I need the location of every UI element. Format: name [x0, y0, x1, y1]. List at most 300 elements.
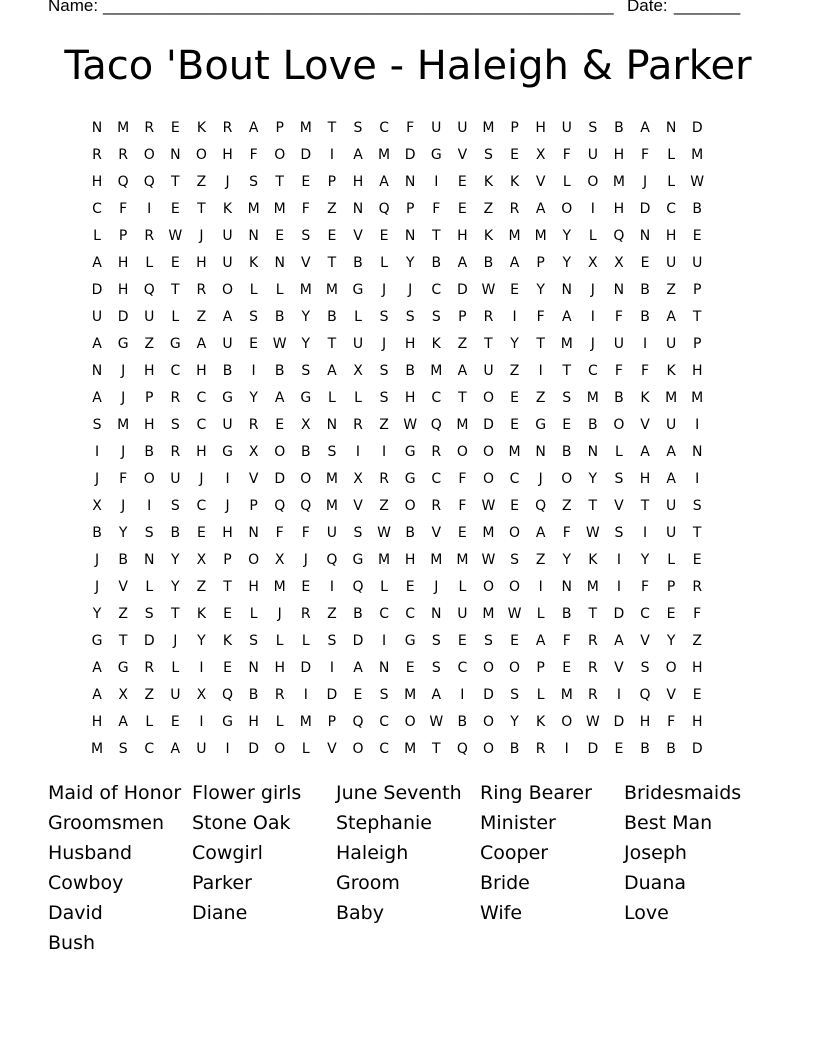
- grid-letter: B: [561, 443, 572, 460]
- grid-letter: C: [170, 362, 181, 379]
- grid-letter: T: [197, 200, 206, 217]
- grid-letter: C: [587, 362, 598, 379]
- grid-letter: S: [379, 362, 389, 379]
- grid-row: [84, 276, 710, 303]
- grid-letter: I: [512, 308, 517, 325]
- grid-letter: U: [222, 416, 233, 433]
- grid-letter: F: [640, 362, 650, 379]
- grid-letter: P: [536, 254, 545, 271]
- grid-letter: N: [404, 173, 416, 190]
- grid-letter: O: [195, 146, 207, 163]
- word-list-item: Cowgirl: [192, 842, 263, 864]
- grid-letter: S: [405, 308, 415, 325]
- grid-letter: G: [117, 659, 129, 676]
- grid-letter: Q: [613, 227, 625, 244]
- grid-letter: T: [692, 308, 702, 325]
- grid-letter: T: [171, 173, 180, 190]
- word-list-item: Diane: [192, 902, 248, 924]
- grid-letter: F: [562, 146, 571, 163]
- grid-letter: U: [144, 308, 155, 325]
- grid-letter: E: [353, 686, 363, 703]
- grid-letter: B: [353, 605, 363, 622]
- grid-letter: K: [640, 389, 650, 406]
- grid-letter: B: [405, 524, 415, 541]
- grid-letter: K: [666, 362, 676, 379]
- grid-letter: R: [300, 605, 311, 622]
- grid-letter: J: [303, 551, 308, 568]
- grid-letter: X: [614, 254, 624, 271]
- grid-letter: D: [117, 308, 129, 325]
- grid-letter: I: [225, 740, 230, 757]
- grid-letter: E: [510, 389, 519, 406]
- grid-letter: I: [355, 443, 361, 460]
- grid-letter: F: [667, 713, 676, 730]
- grid-letter: V: [535, 173, 546, 190]
- grid-letter: X: [353, 362, 363, 379]
- grid-letter: W: [377, 524, 391, 541]
- grid-letter: M: [117, 119, 130, 136]
- grid-letter: N: [170, 146, 181, 163]
- grid-letter: Z: [509, 362, 520, 379]
- grid-letter: P: [327, 713, 337, 730]
- grid-letter: I: [590, 200, 595, 217]
- grid-letter: Y: [640, 551, 650, 568]
- grid-letter: E: [275, 227, 285, 244]
- grid-letter: H: [196, 443, 207, 460]
- grid-letter: F: [458, 470, 467, 487]
- grid-letter: C: [196, 389, 207, 406]
- grid-letter: M: [247, 200, 260, 217]
- grid-letter: M: [482, 605, 495, 622]
- grid-letter: W: [272, 335, 287, 352]
- grid-letter: I: [251, 362, 256, 379]
- grid-letter: X: [535, 146, 546, 163]
- grid-letter: J: [225, 497, 230, 514]
- grid-letter: M: [456, 416, 469, 433]
- grid-letter: F: [640, 146, 650, 163]
- word-list-item: Cowboy: [48, 872, 124, 894]
- grid-letter: U: [483, 362, 494, 379]
- grid-letter: O: [482, 713, 494, 730]
- grid-letter: E: [170, 200, 180, 217]
- grid-letter: Z: [379, 497, 389, 514]
- grid-letter: H: [117, 281, 129, 298]
- grid-letter: F: [119, 200, 128, 217]
- word-list-item: Haleigh: [336, 842, 409, 864]
- grid-letter: E: [327, 227, 337, 244]
- grid-letter: Y: [197, 632, 206, 649]
- grid-letter: E: [275, 416, 285, 433]
- grid-letter: N: [431, 605, 442, 622]
- grid-letter: K: [483, 227, 494, 244]
- grid-letter: V: [640, 632, 650, 649]
- grid-letter: V: [666, 686, 676, 703]
- grid-letter: I: [329, 659, 334, 676]
- grid-letter: C: [457, 659, 468, 676]
- grid-letter: U: [665, 497, 677, 514]
- grid-letter: Z: [196, 308, 207, 325]
- grid-letter: O: [561, 470, 573, 487]
- grid-letter: O: [665, 659, 677, 676]
- grid-letter: Z: [535, 389, 546, 406]
- grid-letter: M: [430, 551, 443, 568]
- grid-letter: D: [404, 146, 416, 163]
- grid-letter: G: [430, 146, 442, 163]
- grid-letter: D: [483, 686, 494, 703]
- grid-letter: L: [667, 146, 676, 163]
- grid-letter: K: [222, 632, 233, 649]
- grid-letter: E: [170, 254, 180, 271]
- grid-row: [84, 681, 710, 708]
- grid-letter: L: [327, 389, 336, 406]
- grid-letter: L: [249, 605, 258, 622]
- grid-letter: M: [404, 740, 417, 757]
- grid-letter: J: [590, 281, 595, 298]
- grid-letter: S: [144, 524, 154, 541]
- grid-letter: H: [196, 362, 207, 379]
- grid-letter: H: [639, 470, 651, 487]
- grid-letter: O: [482, 578, 494, 595]
- grid-letter: E: [457, 524, 467, 541]
- grid-letter: T: [327, 335, 337, 352]
- grid-letter: O: [456, 443, 468, 460]
- grid-row: [84, 492, 710, 519]
- grid-letter: D: [326, 686, 338, 703]
- grid-letter: S: [614, 524, 624, 541]
- grid-letter: H: [143, 416, 155, 433]
- grid-letter: S: [353, 119, 363, 136]
- grid-letter: N: [587, 443, 599, 460]
- grid-letter: S: [588, 119, 598, 136]
- grid-letter: M: [586, 578, 599, 595]
- grid-letter: G: [169, 335, 181, 352]
- grid-letter: B: [483, 254, 494, 271]
- grid-letter: C: [144, 740, 155, 757]
- grid-letter: X: [196, 551, 207, 568]
- grid-letter: I: [382, 632, 387, 649]
- grid-letter: E: [666, 605, 676, 622]
- grid-letter: D: [691, 119, 703, 136]
- grid-letter: M: [508, 443, 521, 460]
- grid-letter: E: [170, 119, 180, 136]
- grid-letter: R: [92, 146, 102, 163]
- grid-letter: W: [403, 416, 418, 433]
- grid-letter: Q: [456, 740, 468, 757]
- word-list-item: Bride: [480, 872, 530, 894]
- grid-letter: W: [690, 173, 705, 190]
- grid-letter: T: [327, 254, 337, 271]
- grid-letter: E: [223, 605, 232, 622]
- grid-letter: O: [482, 443, 494, 460]
- grid-letter: Z: [483, 200, 494, 217]
- grid-letter: O: [509, 524, 521, 541]
- grid-letter: A: [379, 173, 389, 190]
- grid-letter: S: [249, 173, 259, 190]
- grid-letter: V: [353, 497, 363, 514]
- grid-letter: R: [431, 497, 442, 514]
- grid-letter: J: [277, 605, 282, 622]
- grid-letter: F: [406, 119, 415, 136]
- grid-letter: A: [353, 146, 363, 163]
- grid-letter: F: [562, 524, 571, 541]
- grid-letter: Z: [196, 578, 207, 595]
- grid-letter: Y: [171, 578, 180, 595]
- word-list-item: Bush: [48, 932, 96, 954]
- grid-row: [84, 465, 710, 492]
- grid-letter: H: [248, 713, 259, 730]
- grid-letter: F: [119, 470, 128, 487]
- grid-row: [84, 330, 710, 357]
- grid-letter: Y: [562, 551, 572, 568]
- grid-letter: O: [404, 497, 416, 514]
- grid-letter: J: [538, 470, 543, 487]
- grid-letter: I: [616, 551, 621, 568]
- grid-letter: B: [405, 362, 415, 379]
- grid-letter: S: [640, 659, 650, 676]
- grid-letter: O: [274, 443, 286, 460]
- grid-letter: R: [353, 416, 363, 433]
- word-list-item: David: [48, 902, 103, 924]
- grid-letter: N: [91, 362, 103, 379]
- grid-letter: C: [196, 497, 207, 514]
- grid-letter: N: [248, 659, 259, 676]
- grid-letter: A: [535, 632, 546, 649]
- grid-row: [84, 303, 710, 330]
- grid-letter: M: [325, 497, 338, 514]
- grid-row: [84, 519, 710, 546]
- grid-letter: K: [196, 605, 207, 622]
- grid-letter: O: [404, 713, 416, 730]
- word-list-item: Stone Oak: [192, 812, 291, 834]
- grid-letter: H: [665, 227, 677, 244]
- grid-letter: T: [171, 605, 180, 622]
- grid-letter: E: [301, 578, 311, 595]
- grid-letter: O: [613, 416, 625, 433]
- grid-letter: B: [640, 308, 650, 325]
- grid-letter: S: [249, 308, 259, 325]
- grid-letter: U: [665, 335, 677, 352]
- grid-letter: Z: [457, 335, 468, 352]
- grid-letter: R: [196, 281, 207, 298]
- grid-row: [84, 357, 710, 384]
- grid-letter: N: [352, 200, 364, 217]
- grid-letter: M: [117, 416, 130, 433]
- grid-letter: O: [509, 659, 521, 676]
- grid-letter: L: [249, 281, 258, 298]
- grid-letter: A: [666, 443, 676, 460]
- grid-letter: B: [118, 551, 128, 568]
- grid-letter: A: [614, 632, 624, 649]
- grid-letter: E: [170, 713, 180, 730]
- grid-letter: A: [431, 686, 442, 703]
- grid-letter: E: [379, 227, 389, 244]
- grid-letter: E: [562, 659, 572, 676]
- grid-row: [84, 546, 710, 573]
- grid-letter: U: [222, 254, 233, 271]
- grid-letter: A: [222, 308, 233, 325]
- grid-letter: Y: [171, 551, 180, 568]
- grid-letter: X: [353, 470, 363, 487]
- grid-letter: R: [144, 659, 155, 676]
- grid-letter: W: [481, 497, 496, 514]
- grid-letter: F: [249, 146, 258, 163]
- name-blank-line: ______________________________________________________: [103, 0, 614, 15]
- grid-letter: N: [143, 551, 155, 568]
- grid-letter: E: [692, 227, 702, 244]
- grid-letter: Q: [274, 497, 286, 514]
- grid-letter: S: [431, 632, 441, 649]
- grid-letter: D: [91, 281, 103, 298]
- grid-letter: I: [616, 578, 621, 595]
- grid-letter: J: [121, 389, 126, 406]
- grid-letter: G: [404, 470, 416, 487]
- grid-letter: B: [614, 389, 624, 406]
- grid-letter: J: [382, 335, 387, 352]
- grid-letter: U: [352, 335, 364, 352]
- grid-letter: T: [431, 227, 441, 244]
- grid-letter: S: [144, 605, 154, 622]
- grid-letter: Q: [143, 173, 155, 190]
- grid-letter: A: [353, 659, 363, 676]
- grid-letter: R: [379, 470, 389, 487]
- grid-letter: V: [640, 416, 650, 433]
- grid-letter: I: [564, 740, 569, 757]
- word-list-item: Baby: [336, 902, 384, 924]
- grid-letter: S: [379, 686, 389, 703]
- grid-letter: M: [691, 389, 704, 406]
- grid-letter: I: [94, 443, 100, 460]
- grid-letter: I: [199, 713, 204, 730]
- grid-letter: P: [692, 335, 702, 352]
- grid-letter: Y: [249, 389, 258, 406]
- grid-letter: G: [404, 443, 416, 460]
- grid-row: [84, 195, 710, 222]
- grid-letter: A: [170, 740, 181, 757]
- grid-letter: N: [326, 416, 338, 433]
- word-list-item: Maid of Honor: [48, 782, 182, 804]
- grid-letter: M: [508, 227, 521, 244]
- grid-letter: E: [457, 173, 467, 190]
- grid-letter: N: [535, 443, 546, 460]
- grid-letter: S: [431, 659, 441, 676]
- grid-letter: O: [561, 713, 573, 730]
- grid-letter: I: [329, 578, 334, 595]
- grid-letter: T: [431, 740, 441, 757]
- word-list-item: Husband: [48, 842, 133, 864]
- word-list-item: Groomsmen: [48, 812, 165, 834]
- grid-letter: Q: [352, 578, 364, 595]
- grid-letter: L: [275, 632, 284, 649]
- grid-row: [84, 600, 710, 627]
- grid-letter: B: [274, 362, 285, 379]
- grid-letter: Z: [118, 605, 128, 622]
- grid-letter: G: [91, 632, 103, 649]
- grid-letter: H: [352, 173, 364, 190]
- grid-letter: L: [458, 578, 467, 595]
- grid-letter: H: [457, 227, 468, 244]
- grid-letter: U: [665, 254, 677, 271]
- grid-letter: A: [535, 200, 546, 217]
- grid-letter: Z: [327, 200, 337, 217]
- grid-letter: V: [248, 470, 259, 487]
- grid-row: [84, 627, 710, 654]
- grid-letter: H: [404, 389, 416, 406]
- grid-letter: Z: [327, 605, 337, 622]
- grid-letter: R: [587, 659, 598, 676]
- grid-letter: U: [613, 335, 625, 352]
- grid-letter: S: [614, 470, 624, 487]
- grid-letter: Y: [562, 227, 572, 244]
- grid-letter: M: [378, 146, 391, 163]
- grid-letter: U: [692, 254, 703, 271]
- grid-letter: O: [482, 740, 494, 757]
- grid-letter: A: [92, 659, 102, 676]
- grid-letter: M: [325, 470, 338, 487]
- grid-letter: T: [588, 605, 598, 622]
- grid-letter: O: [143, 470, 155, 487]
- grid-letter: B: [274, 308, 285, 325]
- grid-letter: H: [196, 254, 207, 271]
- grid-letter: Z: [561, 497, 572, 514]
- grid-letter: A: [457, 362, 468, 379]
- grid-letter: S: [510, 686, 519, 703]
- grid-letter: Z: [144, 686, 155, 703]
- grid-letter: P: [510, 119, 519, 136]
- grid-letter: Q: [378, 200, 390, 217]
- grid-letter: R: [692, 578, 703, 595]
- grid-letter: O: [274, 146, 286, 163]
- grid-letter: A: [457, 254, 468, 271]
- grid-letter: F: [614, 362, 623, 379]
- grid-letter: S: [431, 308, 441, 325]
- grid-letter: B: [614, 119, 624, 136]
- grid-letter: H: [222, 146, 233, 163]
- grid-letter: P: [145, 389, 154, 406]
- grid-letter: Y: [562, 254, 572, 271]
- grid-letter: S: [170, 497, 180, 514]
- grid-letter: L: [380, 578, 388, 595]
- grid-letter: N: [274, 254, 285, 271]
- grid-letter: M: [91, 740, 104, 757]
- grid-letter: P: [405, 200, 415, 217]
- grid-letter: M: [299, 281, 312, 298]
- grid-letter: I: [538, 362, 543, 379]
- grid-letter: O: [352, 740, 364, 757]
- grid-row: [84, 735, 710, 762]
- grid-letter: U: [170, 686, 181, 703]
- grid-letter: I: [147, 200, 152, 217]
- grid-letter: M: [378, 551, 391, 568]
- grid-letter: K: [431, 335, 441, 352]
- grid-letter: N: [613, 281, 625, 298]
- grid-letter: V: [353, 227, 363, 244]
- grid-letter: I: [382, 443, 387, 460]
- page-title: Taco 'Bout Love - Haleigh & Parker: [64, 43, 752, 89]
- grid-letter: O: [482, 389, 494, 406]
- grid-letter: L: [588, 227, 597, 244]
- grid-letter: Y: [301, 335, 311, 352]
- grid-letter: R: [170, 389, 181, 406]
- grid-letter: H: [274, 659, 285, 676]
- grid-letter: E: [562, 416, 572, 433]
- grid-letter: K: [196, 119, 207, 136]
- grid-letter: A: [640, 443, 650, 460]
- grid-letter: S: [510, 551, 519, 568]
- word-list-item: Ring Bearer: [480, 782, 592, 804]
- grid-letter: O: [248, 551, 260, 568]
- grid-letter: I: [225, 470, 230, 487]
- grid-letter: H: [248, 578, 259, 595]
